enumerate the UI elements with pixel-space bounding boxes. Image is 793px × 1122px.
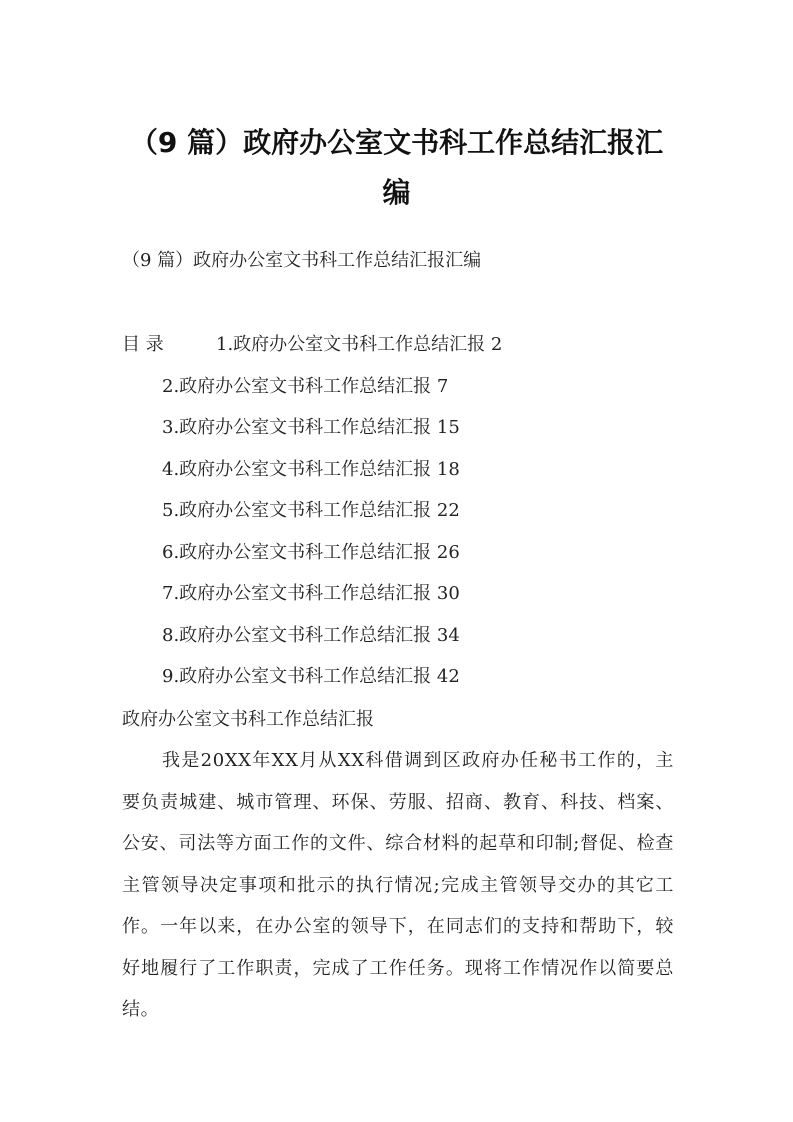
toc-entry[interactable]: 6.政府办公室文书科工作总结汇报 26 — [162, 541, 460, 563]
toc-entry[interactable]: 8.政府办公室文书科工作总结汇报 34 — [162, 624, 460, 646]
body-paragraph: 我是20XX年XX月从XX科借调到区政府办任秘书工作的，主要负责城建、城市管理、环保、劳服、招商、教育、科技、档案、公安、司法等方面工作的文件、综合材料的起草和印制;督促、检查主管领导决定事项和批示的执行情况;完成主管领导交办的其它工作。一年以来，在办公室的领导下，在同志们的支持和帮助下，较好地履行了工作职责，完成了工作任务。现将工作情况作以简要总结。 — [122, 750, 674, 1020]
toc-row — [122, 327, 682, 369]
table-of-contents — [122, 327, 682, 701]
toc-row — [122, 452, 682, 494]
toc-row — [122, 659, 682, 701]
toc-entry[interactable]: 3.政府办公室文书科工作总结汇报 15 — [162, 417, 460, 438]
toc-row — [122, 410, 682, 452]
document-subtitle: （9 篇）政府办公室文书科工作总结汇报汇编 — [122, 250, 482, 271]
toc-entry[interactable]: 9.政府办公室文书科工作总结汇报 42 — [162, 666, 460, 687]
toc-row — [122, 535, 682, 577]
toc-row — [122, 493, 682, 535]
toc-entry[interactable]: 4.政府办公室文书科工作总结汇报 18 — [162, 458, 460, 480]
toc-row — [122, 618, 682, 660]
toc-row — [122, 576, 682, 618]
toc-entry[interactable]: 7.政府办公室文书科工作总结汇报 30 — [162, 583, 460, 604]
toc-entry[interactable]: 1.政府办公室文书科工作总结汇报 2 — [216, 334, 503, 355]
toc-row — [122, 369, 682, 411]
section-heading: 政府办公室文书科工作总结汇报 — [122, 709, 374, 730]
document-title-line-2: 编 — [382, 176, 411, 209]
toc-entry[interactable]: 2.政府办公室文书科工作总结汇报 7 — [162, 375, 449, 397]
toc-entry[interactable]: 5.政府办公室文书科工作总结汇报 22 — [162, 500, 460, 521]
document-title-line-1: （9 篇）政府办公室文书科工作总结汇报汇 — [129, 126, 664, 159]
toc-label: 目 录 — [122, 334, 164, 355]
